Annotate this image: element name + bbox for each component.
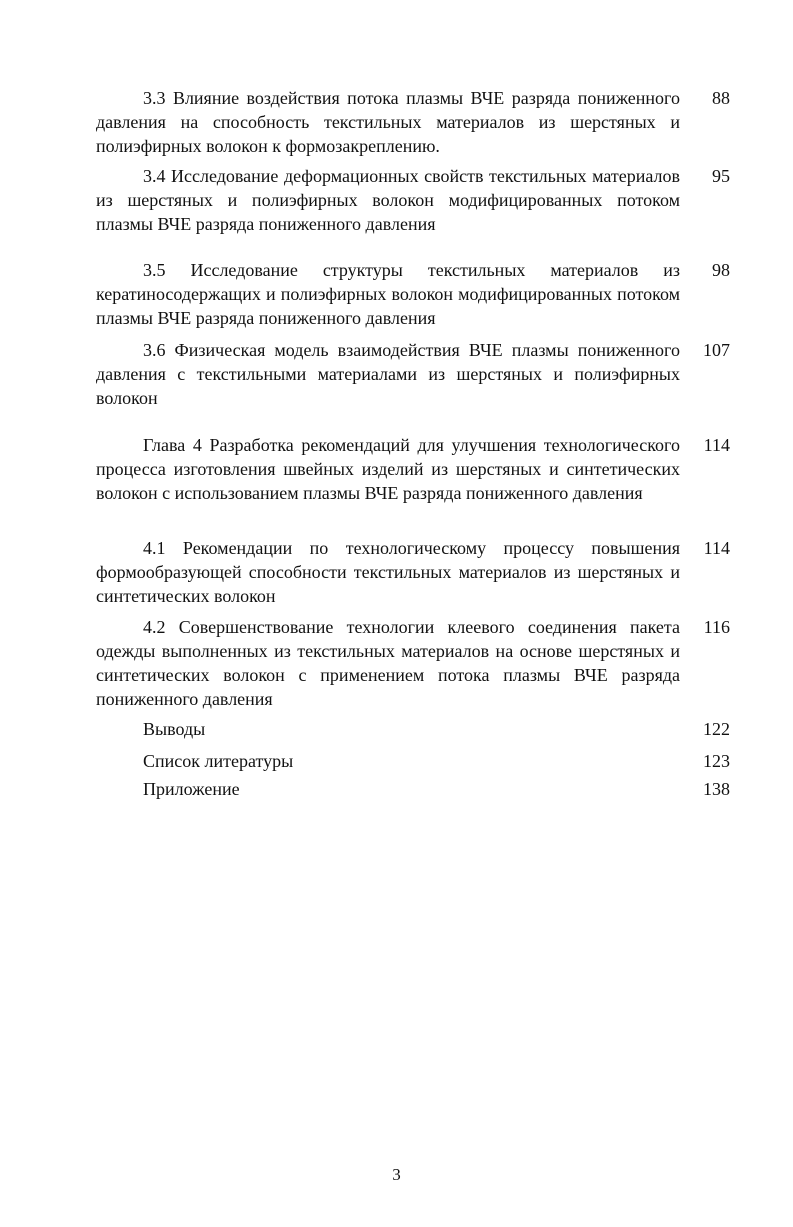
toc-entry-title: 3.6 Физическая модель взаимодействия ВЧЕ плазмы пониженного давления с текстильными материалами из шерстяных и полиэфирных волокон: [96, 340, 680, 408]
toc-entry-title: 4.1 Рекомендации по технологическому процессу повышения формообразующей способности текстильных материалов из шерстяных и синтетических волокон: [96, 538, 680, 606]
toc-entry-page: 123: [703, 751, 730, 771]
toc-entry-title: Выводы: [143, 719, 206, 739]
toc-entry-page: 98: [712, 260, 730, 280]
toc-entry-page: 114: [703, 538, 730, 558]
toc-entry-page: 95: [712, 166, 730, 186]
toc-entry-title: Глава 4 Разработка рекомендаций для улучшения технологического процесса изготовления швейных изделий из шерстяных и синтетических волокон с использованием плазмы ВЧЕ разряда пониженного давления: [96, 435, 680, 503]
toc-entry-page: 122: [703, 719, 730, 739]
toc-entry-page: 88: [712, 88, 730, 108]
toc-entry-title: 3.5 Исследование структуры текстильных материалов из кератиносодержащих и полиэфирных волокон модифицированных потоком плазмы ВЧЕ разряда пониженного давления: [96, 260, 680, 328]
toc-entry-title: Список литературы: [143, 751, 294, 771]
toc-entry-title: Приложение: [143, 779, 240, 799]
toc-entry-title: 4.2 Совершенствование технологии клеевого соединения пакета одежды выполненных из текстильных материалов на основе шерстяных и синтетических волокон с применением потока плазмы ВЧЕ разряда пониженного давления: [96, 617, 680, 709]
page-number: 3: [392, 1165, 401, 1184]
toc-entry-page: 114: [703, 435, 730, 455]
toc-entry-title: 3.4 Исследование деформационных свойств текстильных материалов из шерстяных и полиэфирных волокон модифицированных потоком плазмы ВЧЕ разряда пониженного давления: [96, 166, 680, 234]
toc-entry-page: 138: [703, 779, 730, 799]
toc-entry-title: 3.3 Влияние воздействия потока плазмы ВЧЕ разряда пониженного давления на способность текстильных материалов из шерстяных и полиэфирных волокон к формозакреплению.: [96, 88, 680, 156]
toc-entry-page: 107: [703, 340, 730, 360]
toc-entry-page: 116: [703, 617, 730, 637]
